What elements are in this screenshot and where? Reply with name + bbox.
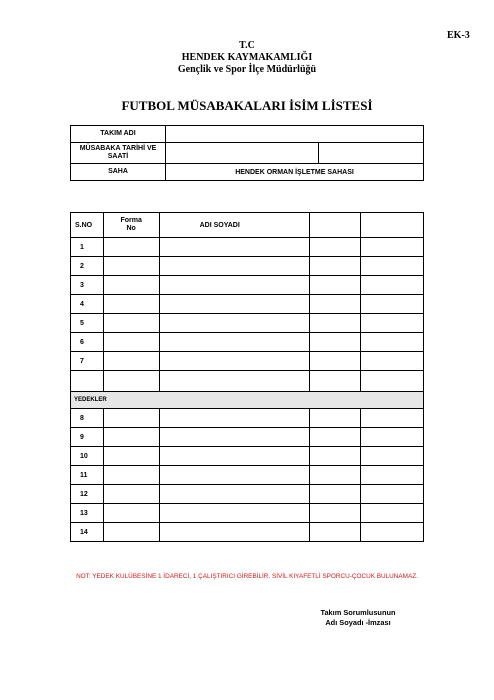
- table-row: [71, 238, 424, 257]
- rules-note: NOT: YEDEK KULÜBESİNE 1 İDARECİ, 1 ÇALIŞTIRICI GİREBİLİR. SİVİL KIYAFETLİ SPORCU-ÇOCUK BULUNAMAZ.: [76, 573, 418, 580]
- extra-cell-2[interactable]: [361, 447, 424, 466]
- jersey-number-cell[interactable]: [103, 409, 159, 428]
- extra-cell-2[interactable]: [361, 409, 424, 428]
- row-number: 4: [71, 295, 104, 314]
- player-name-cell[interactable]: [159, 371, 309, 392]
- extra-cell-2[interactable]: [361, 257, 424, 276]
- match-info-table: [70, 125, 424, 181]
- extra-cell-2[interactable]: [361, 314, 424, 333]
- extra-cell-1[interactable]: [309, 466, 360, 485]
- extra-cell-1[interactable]: [309, 238, 360, 257]
- extra-cell-1[interactable]: [309, 428, 360, 447]
- jersey-number-cell[interactable]: [103, 238, 159, 257]
- col-header-extra-2: [361, 213, 424, 238]
- document-header: [0, 40, 494, 76]
- table-row: [71, 523, 424, 542]
- player-name-cell[interactable]: [159, 257, 309, 276]
- extra-cell-1[interactable]: [309, 447, 360, 466]
- annex-label: EK-3: [447, 30, 470, 41]
- table-row: [71, 314, 424, 333]
- jersey-number-cell[interactable]: [103, 371, 159, 392]
- header-line-1: T.C: [239, 40, 255, 51]
- row-number: 14: [71, 523, 104, 542]
- col-header-extra-1: [309, 213, 360, 238]
- player-name-cell[interactable]: [159, 333, 309, 352]
- extra-cell-2[interactable]: [361, 276, 424, 295]
- row-number: [71, 371, 104, 392]
- field-label: SAHA: [71, 164, 166, 181]
- row-number: 2: [71, 257, 104, 276]
- row-number: 10: [71, 447, 104, 466]
- table-row: [71, 409, 424, 428]
- substitutes-label: YEDEKLER: [71, 392, 424, 409]
- jersey-number-cell[interactable]: [103, 352, 159, 371]
- extra-cell-1[interactable]: [309, 333, 360, 352]
- jersey-number-cell[interactable]: [103, 276, 159, 295]
- row-number: 3: [71, 276, 104, 295]
- row-number: 12: [71, 485, 104, 504]
- extra-cell-2[interactable]: [361, 466, 424, 485]
- jersey-number-cell[interactable]: [103, 333, 159, 352]
- extra-cell-1[interactable]: [309, 409, 360, 428]
- player-name-cell[interactable]: [159, 504, 309, 523]
- player-name-cell[interactable]: [159, 238, 309, 257]
- table-row: [71, 276, 424, 295]
- table-row: [71, 504, 424, 523]
- table-row: [71, 257, 424, 276]
- row-number: 8: [71, 409, 104, 428]
- player-name-cell[interactable]: [159, 295, 309, 314]
- table-row: [71, 371, 424, 392]
- table-row: [71, 485, 424, 504]
- signature-block: [300, 608, 416, 628]
- match-date-label: MÜSABAKA TARİHİ VE SAATİ: [71, 143, 166, 164]
- jersey-number-cell[interactable]: [103, 466, 159, 485]
- player-name-cell[interactable]: [159, 485, 309, 504]
- extra-cell-2[interactable]: [361, 352, 424, 371]
- extra-cell-1[interactable]: [309, 276, 360, 295]
- table-row: [71, 295, 424, 314]
- table-row: [71, 352, 424, 371]
- col-header-name: ADI SOYADI: [159, 213, 309, 238]
- match-date-field[interactable]: [166, 143, 319, 164]
- player-name-cell[interactable]: [159, 409, 309, 428]
- jersey-number-cell[interactable]: [103, 523, 159, 542]
- row-number: 9: [71, 428, 104, 447]
- extra-cell-2[interactable]: [361, 428, 424, 447]
- extra-cell-2[interactable]: [361, 333, 424, 352]
- extra-cell-2[interactable]: [361, 295, 424, 314]
- table-row: [71, 447, 424, 466]
- extra-cell-1[interactable]: [309, 295, 360, 314]
- extra-cell-2[interactable]: [361, 504, 424, 523]
- extra-cell-1[interactable]: [309, 504, 360, 523]
- extra-cell-1[interactable]: [309, 314, 360, 333]
- jersey-number-cell[interactable]: [103, 504, 159, 523]
- extra-cell-1[interactable]: [309, 371, 360, 392]
- team-name-label: TAKIM ADI: [71, 126, 166, 143]
- extra-cell-2[interactable]: [361, 238, 424, 257]
- player-roster-table: [70, 212, 424, 542]
- row-number: 1: [71, 238, 104, 257]
- table-row: [71, 333, 424, 352]
- row-number: 5: [71, 314, 104, 333]
- team-name-field[interactable]: [166, 126, 424, 143]
- row-number: 13: [71, 504, 104, 523]
- extra-cell-1[interactable]: [309, 257, 360, 276]
- field-value: HENDEK ORMAN İŞLETME SAHASI: [166, 164, 424, 181]
- player-name-cell[interactable]: [159, 352, 309, 371]
- jersey-number-cell[interactable]: [103, 485, 159, 504]
- jersey-number-cell[interactable]: [103, 447, 159, 466]
- jersey-number-cell[interactable]: [103, 257, 159, 276]
- row-number: 7: [71, 352, 104, 371]
- col-header-jersey: Forma No: [103, 213, 159, 238]
- player-name-cell[interactable]: [159, 447, 309, 466]
- extra-cell-1[interactable]: [309, 523, 360, 542]
- jersey-number-cell[interactable]: [103, 314, 159, 333]
- player-name-cell[interactable]: [159, 523, 309, 542]
- jersey-number-cell[interactable]: [103, 295, 159, 314]
- header-line-2: HENDEK KAYMAKAMLIĞI: [181, 52, 313, 63]
- header-line-3: Gençlik ve Spor İlçe Müdürlüğü: [177, 64, 317, 75]
- player-name-cell[interactable]: [159, 428, 309, 447]
- table-row: [71, 428, 424, 447]
- col-header-no: S.NO: [71, 213, 104, 238]
- player-name-cell[interactable]: [159, 314, 309, 333]
- player-name-cell[interactable]: [159, 276, 309, 295]
- jersey-number-cell[interactable]: [103, 428, 159, 447]
- signature-line-1: Takım Sorumlusunun: [320, 608, 396, 617]
- table-row: [71, 466, 424, 485]
- row-number: 6: [71, 333, 104, 352]
- extra-cell-2[interactable]: [361, 371, 424, 392]
- match-time-field[interactable]: [319, 143, 424, 164]
- page-title: FUTBOL MÜSABAKALARI İSİM LİSTESİ: [121, 98, 373, 113]
- extra-cell-1[interactable]: [309, 485, 360, 504]
- row-number: 11: [71, 466, 104, 485]
- extra-cell-2[interactable]: [361, 523, 424, 542]
- extra-cell-1[interactable]: [309, 352, 360, 371]
- signature-line-2: Adı Soyadı -İmzası: [325, 618, 391, 627]
- substitutes-header-row: [71, 392, 424, 409]
- player-name-cell[interactable]: [159, 466, 309, 485]
- extra-cell-2[interactable]: [361, 485, 424, 504]
